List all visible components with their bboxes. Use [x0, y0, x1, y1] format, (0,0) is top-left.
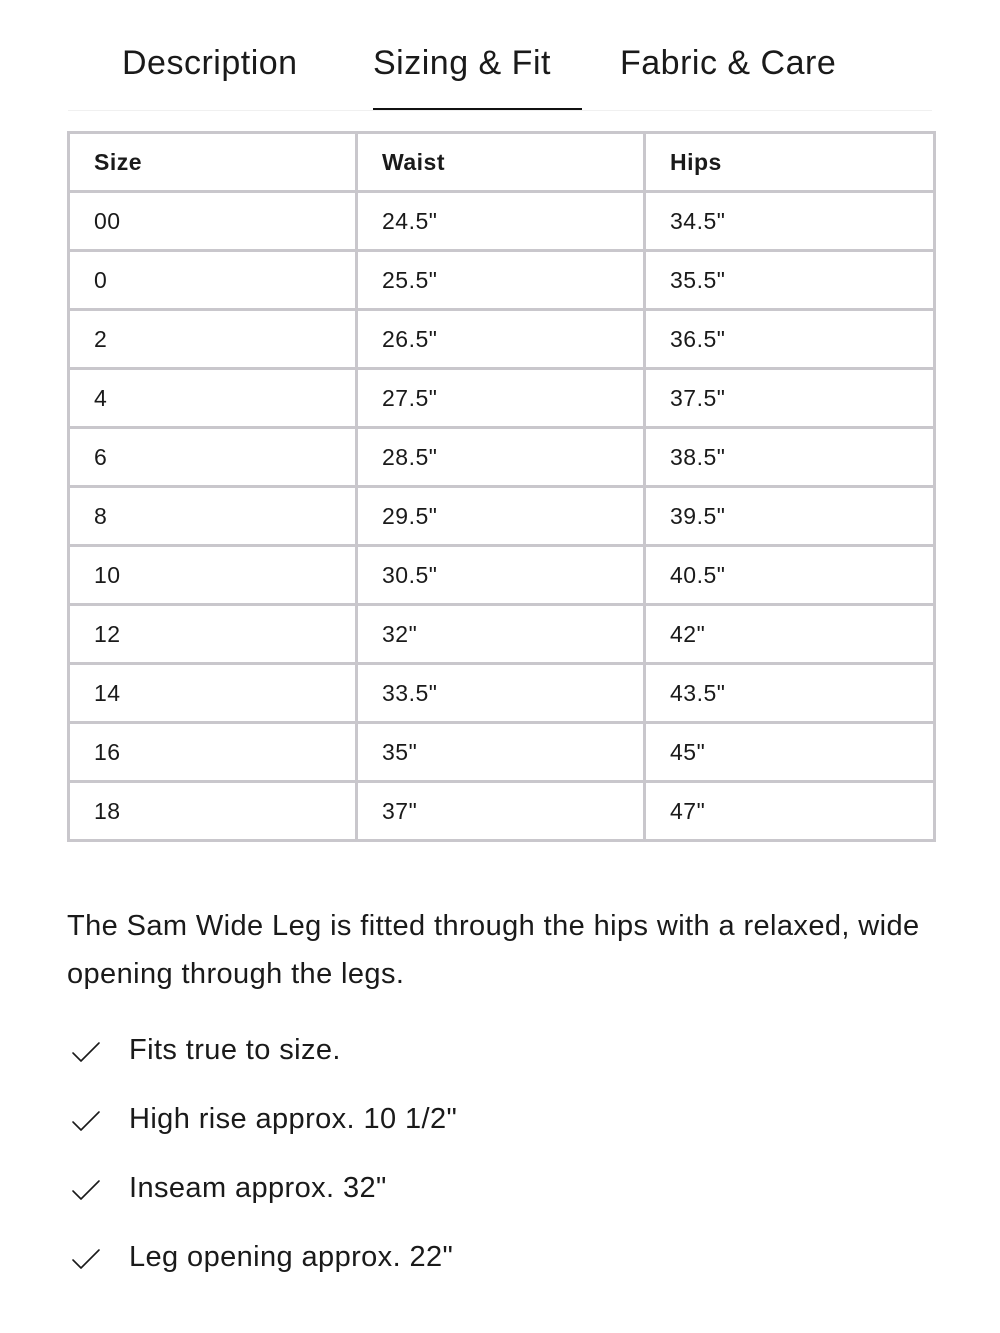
- tab-bar: [0, 0, 1000, 112]
- cell-size: 2: [69, 310, 357, 369]
- cell-size: 6: [69, 428, 357, 487]
- table-row: [69, 487, 935, 546]
- header-waist: Waist: [357, 133, 645, 192]
- cell-hips: 37.5": [645, 369, 935, 428]
- tab-fabric-care[interactable]: Fabric & Care: [620, 44, 837, 82]
- header-size: Size: [69, 133, 357, 192]
- cell-waist: 33.5": [357, 664, 645, 723]
- cell-hips: 34.5": [645, 192, 935, 251]
- tab-sizing-fit[interactable]: Sizing & Fit: [373, 44, 551, 82]
- cell-hips: 47": [645, 782, 935, 841]
- table-header-row: [69, 133, 935, 192]
- table-row: [69, 723, 935, 782]
- cell-size: 0: [69, 251, 357, 310]
- tab-divider: [68, 110, 932, 111]
- table-row: [69, 605, 935, 664]
- table-row: [69, 664, 935, 723]
- fit-feature-list: [67, 1022, 947, 1298]
- cell-hips: 43.5": [645, 664, 935, 723]
- cell-hips: 40.5": [645, 546, 935, 605]
- check-icon: [71, 1247, 101, 1271]
- cell-size: 8: [69, 487, 357, 546]
- table-row: [69, 369, 935, 428]
- tab-description[interactable]: Description: [122, 44, 298, 82]
- cell-hips: 38.5": [645, 428, 935, 487]
- cell-size: 4: [69, 369, 357, 428]
- table-row: [69, 782, 935, 841]
- check-icon: [71, 1178, 101, 1202]
- fit-description: The Sam Wide Leg is fitted through the hips with a relaxed, wide opening through the legs.: [67, 910, 920, 990]
- cell-waist: 32": [357, 605, 645, 664]
- check-icon: [71, 1040, 101, 1064]
- cell-waist: 25.5": [357, 251, 645, 310]
- cell-waist: 27.5": [357, 369, 645, 428]
- cell-size: 12: [69, 605, 357, 664]
- list-item: [67, 1022, 947, 1091]
- cell-waist: 28.5": [357, 428, 645, 487]
- cell-waist: 30.5": [357, 546, 645, 605]
- list-item: [67, 1229, 947, 1298]
- list-item: [67, 1091, 947, 1160]
- feature-text: High rise approx. 10 1/2": [129, 1103, 458, 1135]
- cell-hips: 35.5": [645, 251, 935, 310]
- table-row: [69, 428, 935, 487]
- cell-waist: 24.5": [357, 192, 645, 251]
- table-row: [69, 192, 935, 251]
- cell-waist: 29.5": [357, 487, 645, 546]
- table-row: [69, 251, 935, 310]
- cell-hips: 42": [645, 605, 935, 664]
- feature-text: Leg opening approx. 22": [129, 1241, 454, 1273]
- table-row: [69, 546, 935, 605]
- size-chart-table: [67, 131, 936, 842]
- list-item: [67, 1160, 947, 1229]
- cell-waist: 37": [357, 782, 645, 841]
- cell-size: 16: [69, 723, 357, 782]
- cell-size: 18: [69, 782, 357, 841]
- feature-text: Inseam approx. 32": [129, 1172, 387, 1204]
- cell-size: 14: [69, 664, 357, 723]
- cell-waist: 35": [357, 723, 645, 782]
- cell-size: 00: [69, 192, 357, 251]
- cell-hips: 45": [645, 723, 935, 782]
- header-hips: Hips: [645, 133, 935, 192]
- cell-hips: 39.5": [645, 487, 935, 546]
- cell-size: 10: [69, 546, 357, 605]
- table-row: [69, 310, 935, 369]
- check-icon: [71, 1109, 101, 1133]
- cell-hips: 36.5": [645, 310, 935, 369]
- cell-waist: 26.5": [357, 310, 645, 369]
- feature-text: Fits true to size.: [129, 1034, 341, 1066]
